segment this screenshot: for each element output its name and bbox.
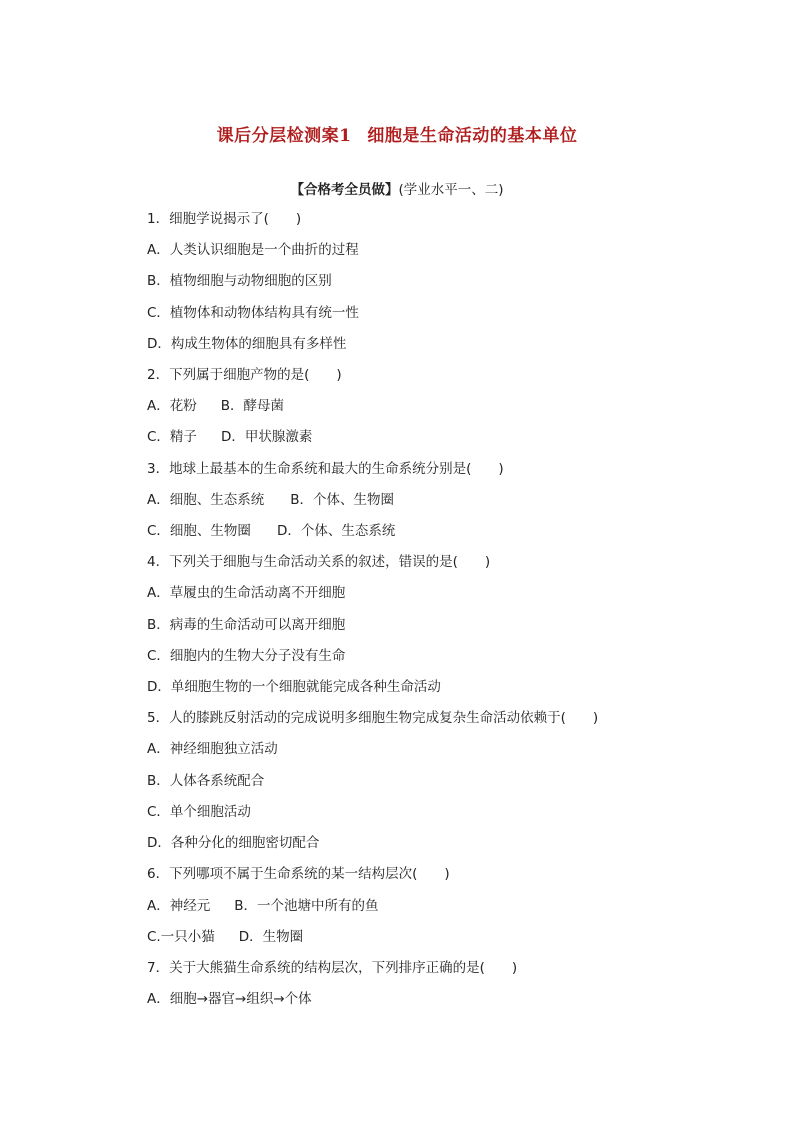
answer-option: B．一个池塘中所有的鱼	[234, 898, 379, 914]
title-prefix: 课后分层检测案1	[216, 126, 352, 146]
answer-option: D．个体、生态系统	[276, 523, 396, 539]
question-stem: 2．下列属于细胞产物的是( )	[147, 367, 342, 383]
question-stem: 7．关于大熊猫生命系统的结构层次，下列排序正确的是( )	[147, 960, 518, 976]
answer-option: C.一只小猫	[147, 929, 215, 945]
answer-option: A．细胞、生态系统	[147, 492, 265, 508]
option-pair	[147, 522, 395, 540]
document-title	[0, 121, 794, 146]
answer-option: B．酵母菌	[220, 398, 285, 414]
answer-option: C．植物体和动物体结构具有统一性	[147, 305, 359, 321]
answer-option: A．草履虫的生命活动离不开细胞	[147, 585, 346, 601]
section-bracket-label: 【合格考全员做】	[290, 182, 399, 198]
option-pair	[147, 397, 284, 415]
question-stem: 1．细胞学说揭示了( )	[147, 211, 302, 227]
answer-option: D．生物圈	[238, 929, 304, 945]
answer-option: A．神经细胞独立活动	[147, 741, 278, 757]
option-pair	[147, 897, 379, 915]
answer-option: A．人类认识细胞是一个曲折的过程	[147, 242, 359, 258]
answer-option: C．单个细胞活动	[147, 804, 251, 820]
option-pair	[147, 928, 303, 946]
answer-option: A．神经元	[147, 898, 211, 914]
answer-option: B．人体各系统配合	[147, 773, 265, 789]
answer-option: A．细胞→器官→组织→个体	[147, 991, 312, 1007]
answer-option: A．花粉	[147, 398, 197, 414]
answer-option: D．各种分化的细胞密切配合	[147, 835, 320, 851]
title-main: 细胞是生命活动的基本单位	[367, 126, 578, 146]
option-pair	[147, 428, 312, 446]
question-stem: 4．下列关于细胞与生命活动关系的叙述，错误的是( )	[147, 554, 491, 570]
answer-option: D．构成生物体的细胞具有多样性	[147, 336, 347, 352]
answer-option: C．细胞、生物圈	[147, 523, 251, 539]
answer-option: B．植物细胞与动物细胞的区别	[147, 273, 332, 289]
answer-option: D．甲状腺激素	[220, 429, 313, 445]
question-stem: 3．地球上最基本的生命系统和最大的生命系统分别是( )	[147, 461, 504, 477]
question-stem: 5．人的膝跳反射活动的完成说明多细胞生物完成复杂生命活动依赖于( )	[147, 710, 599, 726]
question-stem: 6．下列哪项不属于生命系统的某一结构层次( )	[147, 866, 450, 882]
section-note: (学业水平一、二)	[398, 182, 504, 198]
answer-option: B．病毒的生命活动可以离开细胞	[147, 617, 346, 633]
answer-option: C．精子	[147, 429, 197, 445]
option-pair	[147, 491, 394, 509]
answer-option: B．个体、生物圈	[290, 492, 395, 508]
answer-option: D．单细胞生物的一个细胞就能完成各种生命活动	[147, 679, 441, 695]
answer-option: C．细胞内的生物大分子没有生命	[147, 648, 346, 664]
section-heading	[0, 178, 794, 198]
